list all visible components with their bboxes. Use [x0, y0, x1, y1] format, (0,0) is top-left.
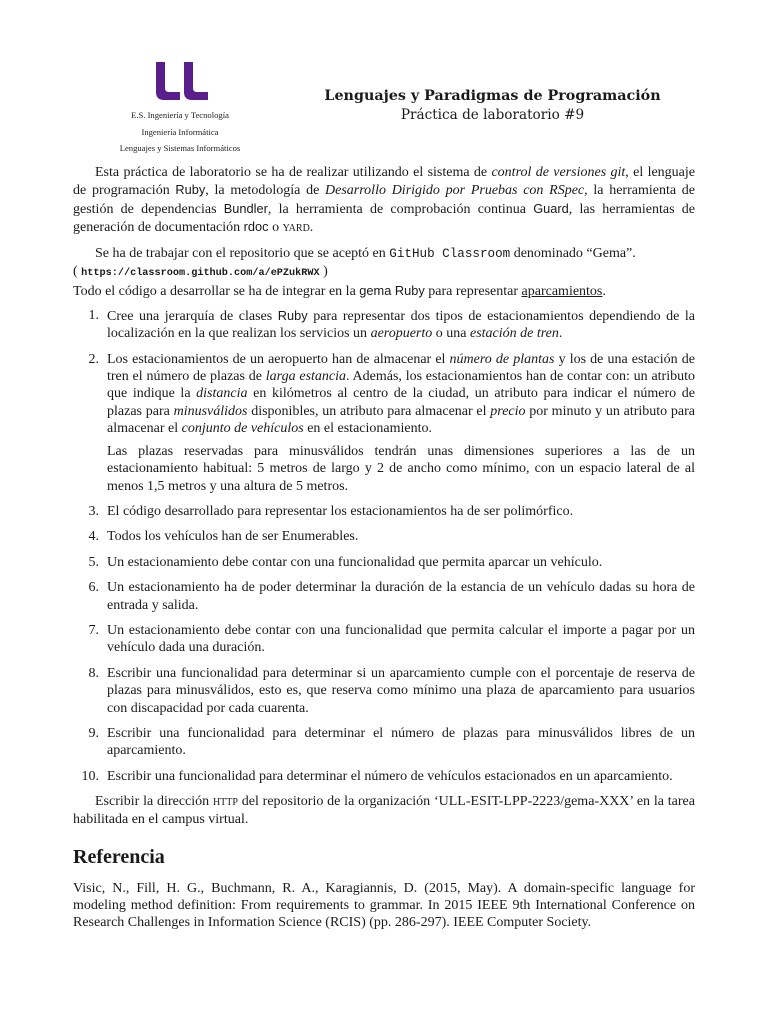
reference-text: Visic, N., Fill, H. G., Buchmann, R. A., Karagiannis, D. (2015, May). A domain-specific language for modeling method definition: From requirements to grammar. In 2015 IEEE 9th International Conference on Research Challenges in Information Science (RCIS) (pp. 286-297). IEEE Computer Society.	[73, 881, 695, 930]
institution-degree: Ingeniería Informática	[141, 127, 219, 137]
gem-paragraph: Todo el código a desarrollar se ha de integrar en la gema Ruby para representar aparcamientos.	[73, 283, 606, 300]
list-item: 5. Un estacionamiento debe contar con una funcionalidad que permita aparcar un vehículo.	[88, 554, 603, 570]
institution-school: E.S. Ingeniería y Tecnología	[131, 110, 229, 120]
course-title: Lenguajes y Paradigmas de Programación	[324, 88, 661, 104]
university-logo-icon	[150, 58, 212, 102]
reference-heading: Referencia	[73, 846, 165, 868]
intro-paragraph: Esta práctica de laboratorio se ha de realizar utilizando el sistema de control de versiones git, el lenguaje de programación Ruby, la metodología de Desarrollo Dirigido por Pruebas con RSpec, la herramienta de gestión de dependencias Bundler, la herramienta de comprobación continua Guard, las herramientas de generación de documentación rdoc o yard.	[73, 165, 696, 236]
list-item: 7. Un estacionamiento debe contar con una funcionalidad que permita calcular el importe a pagar por un vehículo dada una duración.	[88, 622, 695, 656]
list-item: 2. Los estacionamientos de un aeropuerto han de almacenar el número de plantas y los de una estación de tren el número de plazas de larga estancia. Además, los estacionamientos han de contar con: un atributo que indique la distancia en kilómetros al centro de la ciudad, un atributo para indicar el número de plazas para minusválidos disponibles, un atributo para almacenar el precio por minuto y un atributo para almacenar el conjunto de vehículos en el estacionamiento. Las plazas reservadas para minusválidos tendrán unas dimensiones superiores a las de un estacionamiento habitual: 5 metros de largo y 2 de ancho como mínimo, con un espacio lateral de al menos 1,5 metros y una altura de 5 metros.	[88, 351, 695, 494]
list-item: 1. Cree una jerarquía de clases Ruby para representar dos tipos de estacionamientos dependiendo de la localización en la que realizan los servicios un aeropuerto o una estación de tren.	[88, 307, 696, 342]
list-item: 8. Escribir una funcionalidad para determinar si un aparcamiento cumple con el porcentaje de reserva de plazas para minusválidos, esto es, que reserva como mínimo una plaza de aparcamiento para usuarios con discapacidad por cada cuarenta.	[88, 665, 695, 716]
list-item: 4. Todos los vehículos han de ser Enumerables.	[88, 529, 359, 545]
practice-title: Práctica de laboratorio #9	[400, 107, 585, 123]
list-item: 6. Un estacionamiento ha de poder determinar la duración de la estancia de un vehículo dadas su hora de entrada y salida.	[88, 580, 695, 613]
closing-paragraph: Escribir la dirección http del repositorio de la organización ‘ULL-ESIT-LPP-2223/gema-XXX’ en la tarea habilitada en el campus virtual.	[73, 794, 695, 827]
list-item: 9. Escribir una funcionalidad para determinar el número de plazas para minusválidos libres de un aparcamiento.	[88, 725, 695, 759]
institution-department: Lenguajes y Sistemas Informáticos	[119, 143, 241, 153]
classroom-url-link[interactable]: https://classroom.github.com/a/ePZukRWX	[81, 268, 320, 280]
document-body	[73, 164, 695, 828]
repository-paragraph: Se ha de trabajar con el repositorio que se aceptó en GitHub Classroom denominado “Gema”. ( https://classroom.github.com/a/ePZukRWX )	[73, 245, 636, 280]
list-item: 10. Escribir una funcionalidad para determinar el número de vehículos estacionados en un aparcamiento.	[81, 768, 673, 784]
list-item: 3. El código desarrollado para representar los estacionamientos ha de ser polimórfico.	[88, 503, 574, 519]
requirements-list	[73, 307, 695, 785]
